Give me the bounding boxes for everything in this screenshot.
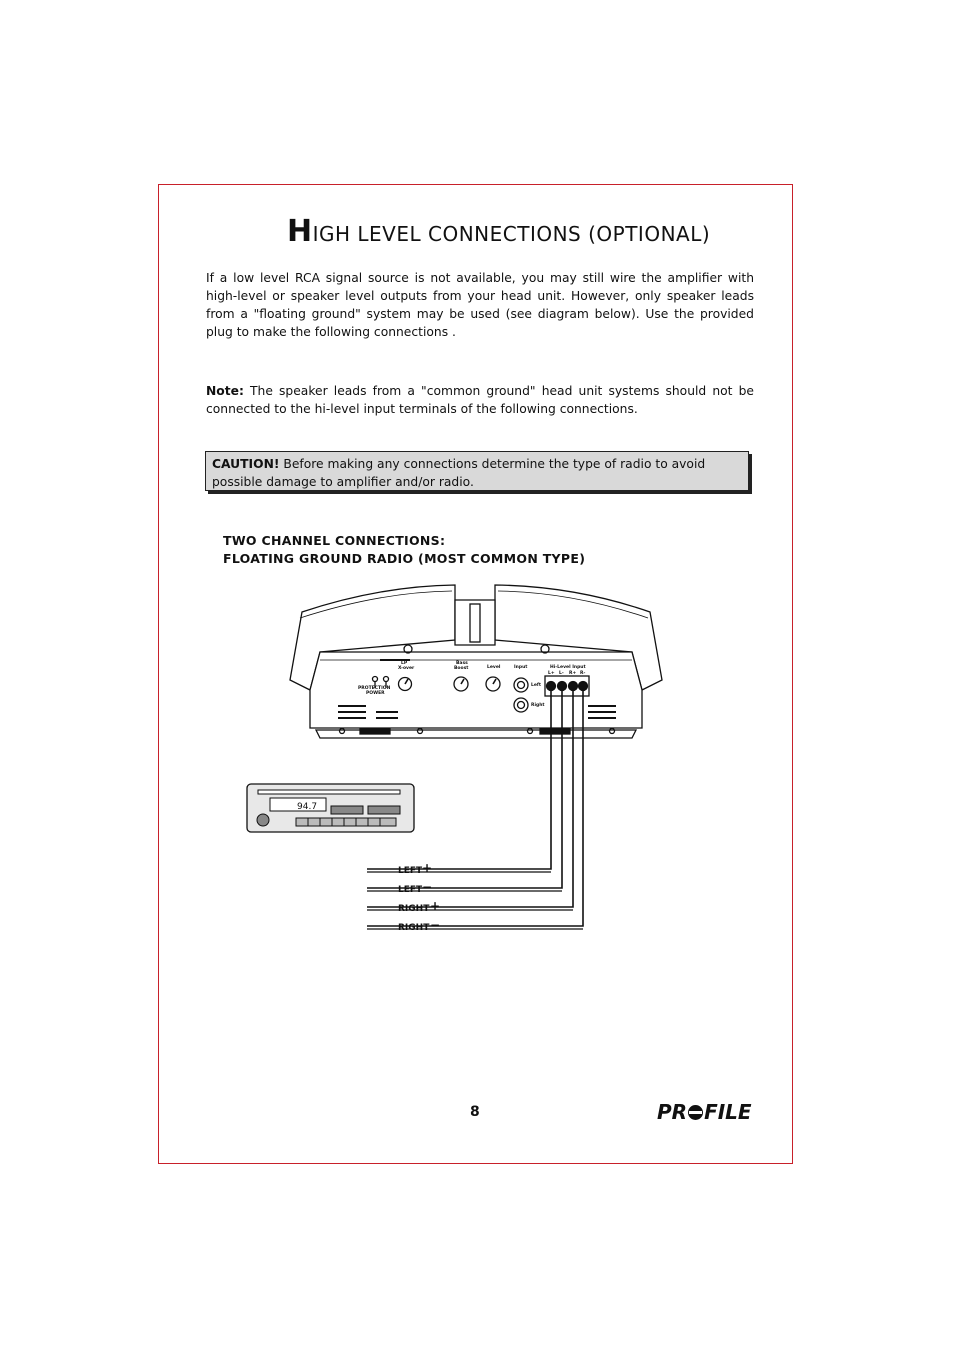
logo-text-left: PR xyxy=(657,1100,688,1124)
amp-bass-label: Bass xyxy=(456,661,468,666)
wire-sign: + xyxy=(422,861,433,875)
logo-text-right: FILE xyxy=(704,1100,752,1124)
amp-input-label: Input xyxy=(514,665,528,670)
section-heading-line1: TWO CHANNEL CONNECTIONS: xyxy=(223,533,446,548)
note-text: The speaker leads from a "common ground" head unit systems should not be connected to the hi-level input terminals of the following connections. xyxy=(206,384,754,416)
wire-shadows xyxy=(367,872,583,929)
caution-text: Before making any connections determine the type of radio to avoid possible damage to amplifier and/or radio. xyxy=(212,457,706,489)
logo-o-icon xyxy=(688,1105,703,1120)
amp-protection-label: PROTECTION xyxy=(358,686,391,691)
amp-power-label: POWER xyxy=(366,691,385,696)
amp-crossover-label: X-over xyxy=(398,666,415,671)
wire-label-left-minus: LEFT xyxy=(398,885,423,895)
amp-hilevel-label: Hi-Level Input xyxy=(550,665,586,670)
terminal-label: R- xyxy=(580,671,586,676)
amp-lp-label: LP xyxy=(401,661,408,666)
head-unit-radio xyxy=(247,784,414,832)
amp-left-label: Left xyxy=(531,683,542,688)
page-number: 8 xyxy=(470,1104,480,1120)
amplifier-illustration xyxy=(290,585,662,738)
note-label: Note: xyxy=(206,384,244,398)
amp-right-label: Right xyxy=(531,703,545,708)
wire-sign: + xyxy=(430,899,441,913)
caution-label: CAUTION! xyxy=(212,457,280,471)
terminal-label: L+ xyxy=(548,671,555,676)
wire-sign: − xyxy=(430,918,441,932)
profile-logo xyxy=(657,1100,752,1124)
amp-boost-label: Boost xyxy=(454,666,469,671)
wire-label-right-minus: RIGHT xyxy=(398,923,430,933)
terminal-label: L- xyxy=(559,671,564,676)
radio-frequency: 94.7 xyxy=(297,802,318,812)
amp-level-label: Level xyxy=(487,665,501,670)
wire-label-left-plus: LEFT xyxy=(398,866,423,876)
section-heading-line2: FLOATING GROUND RADIO (MOST COMMON TYPE) xyxy=(223,551,586,566)
title-rest: IGH LEVEL CONNECTIONS (OPTIONAL) xyxy=(312,222,711,246)
terminal-label: R+ xyxy=(569,671,577,676)
title-initial: H xyxy=(287,214,313,249)
wire-sign: − xyxy=(422,880,433,894)
intro-paragraph: If a low level RCA signal source is not available, you may still wire the amplifier with high-level or speaker level outputs from your head unit. However, only speaker leads from a "floating ground" system may be used (see diagram below). Use the provided plug to make the following connections . xyxy=(206,271,754,339)
wire-label-right-plus: RIGHT xyxy=(398,904,430,914)
